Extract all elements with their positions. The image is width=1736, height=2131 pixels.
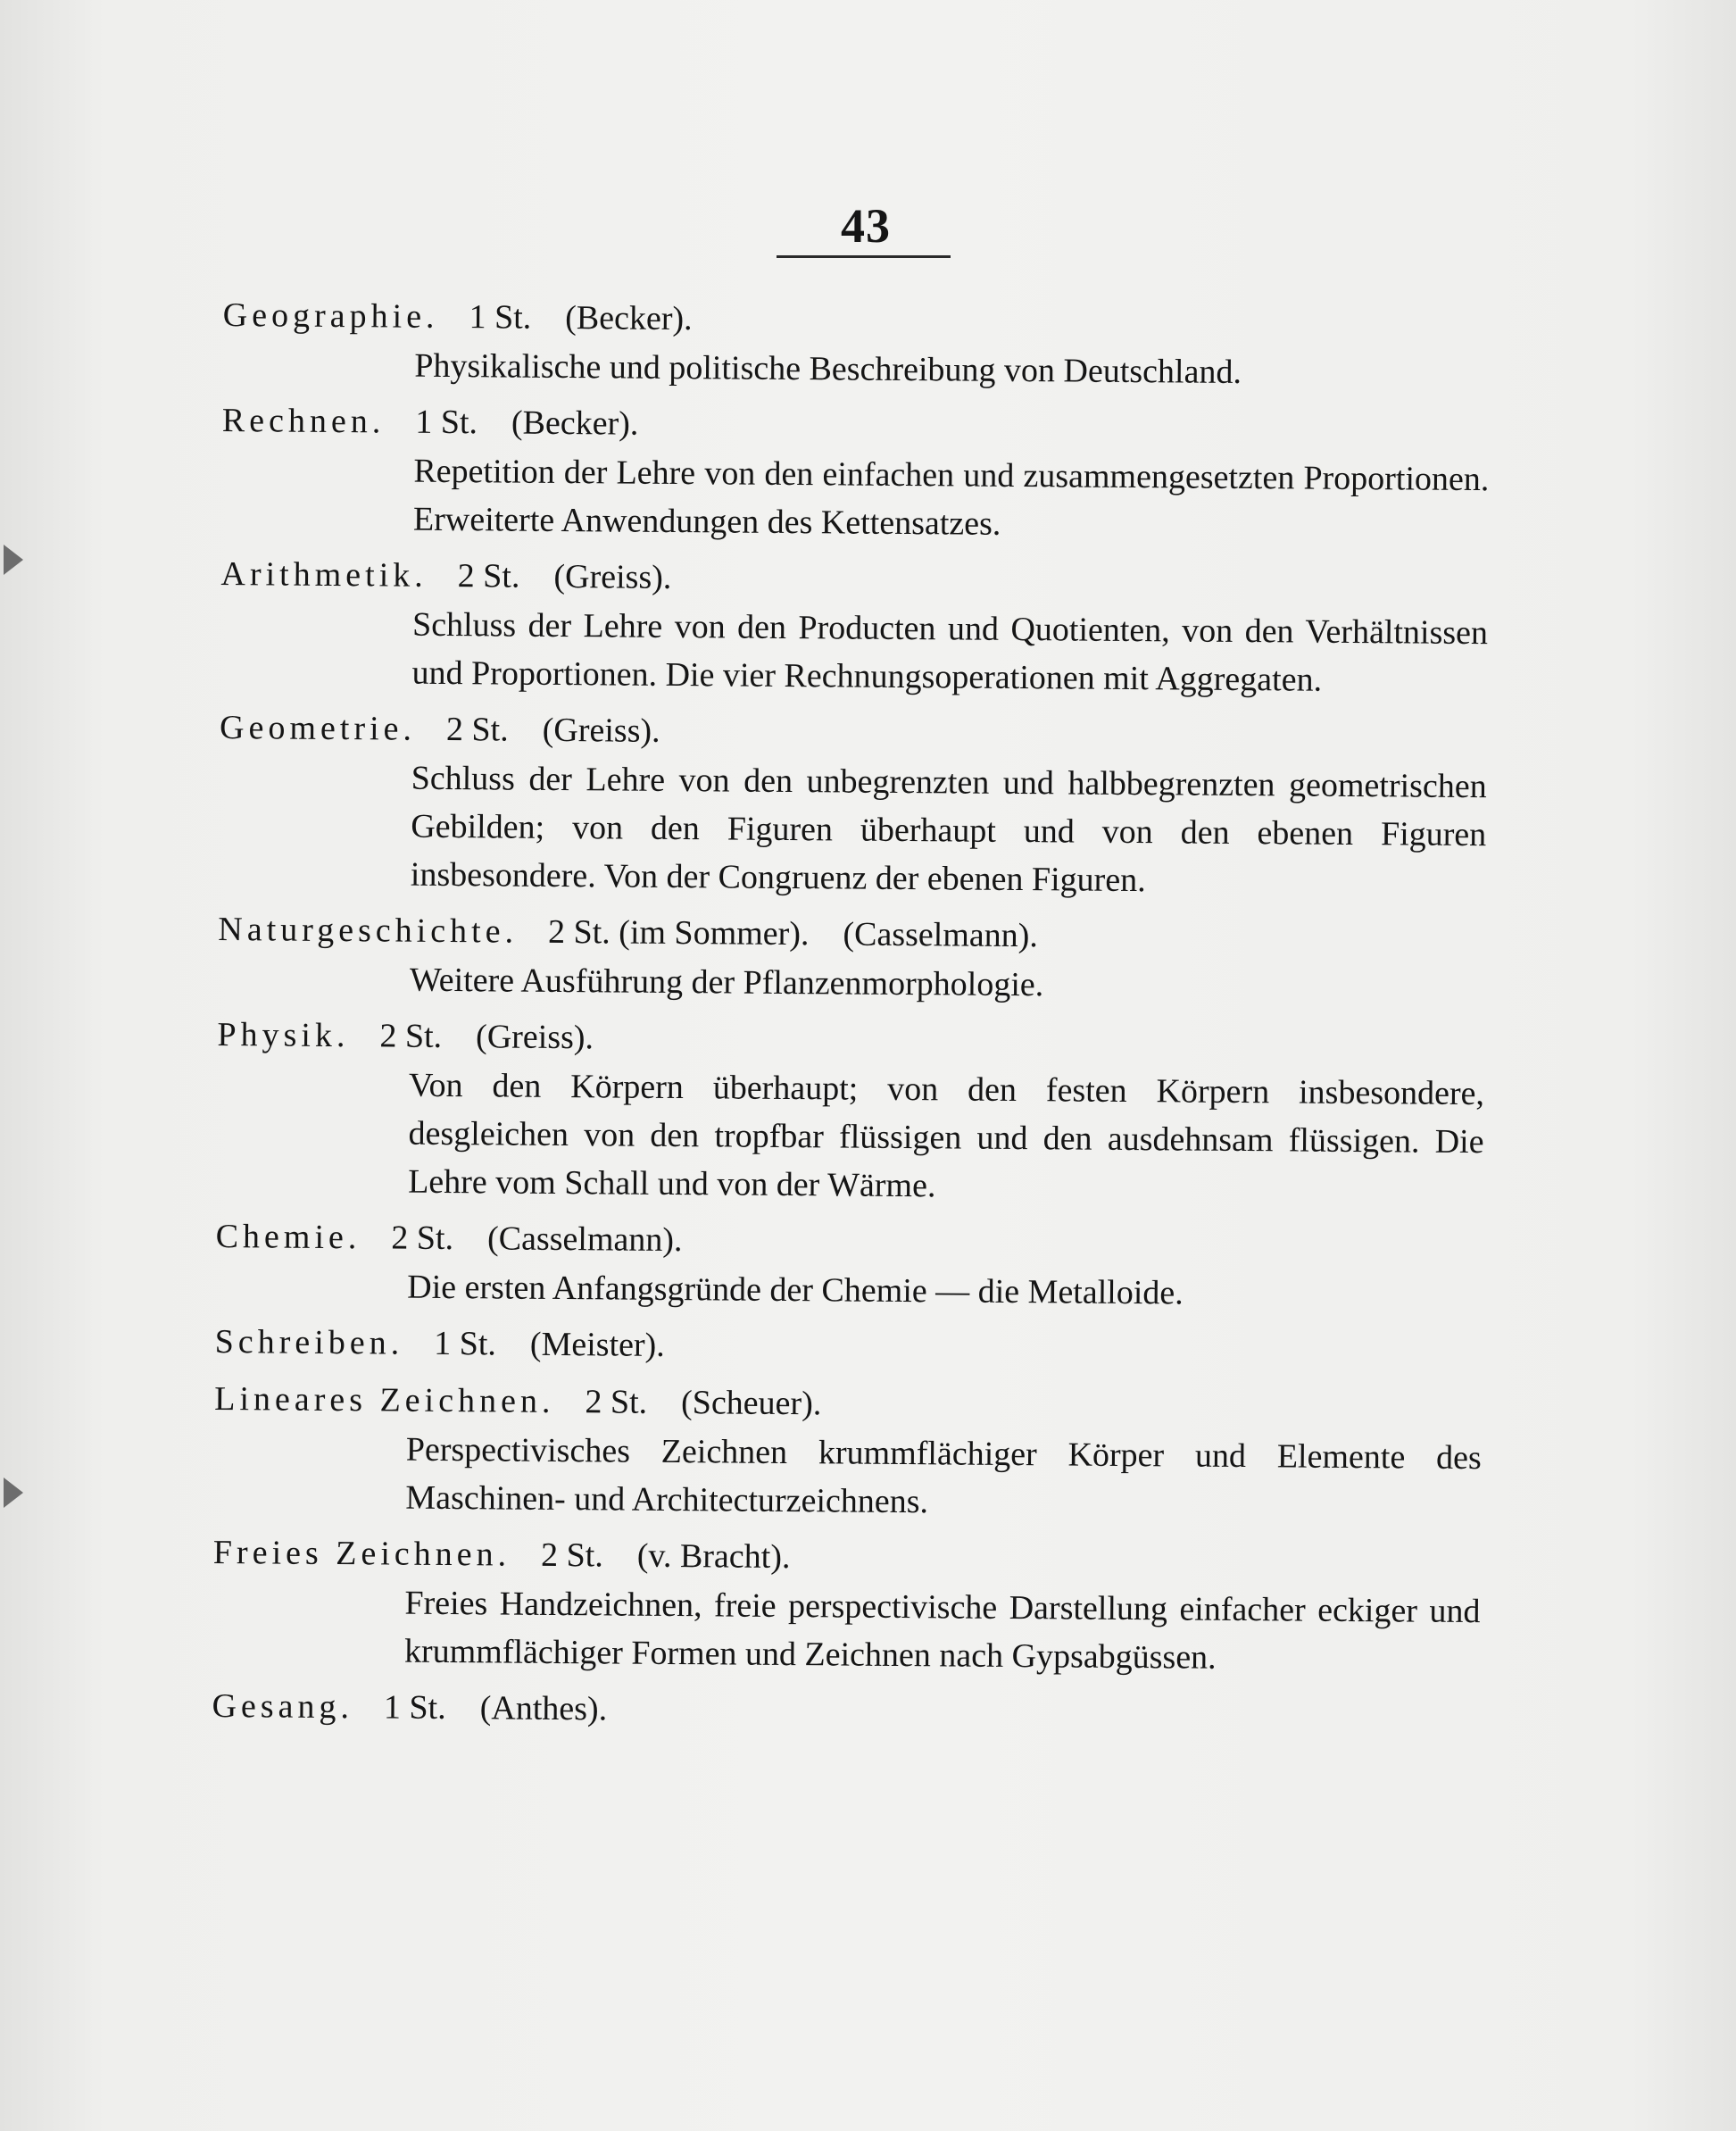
entry-physik — [216, 1010, 1485, 1214]
teacher: (Casselmann). — [486, 1219, 683, 1260]
subject-name: Freies Zeichnen. — [212, 1533, 511, 1574]
teacher: (Becker). — [511, 404, 639, 443]
teacher: (Greiss). — [553, 557, 672, 596]
entry-gesang — [212, 1681, 1479, 1741]
subject-name: Geographie. — [222, 296, 439, 336]
entry-description: Physikalische und politische Beschreibung von Deutschland. — [414, 346, 1242, 391]
entry-heading — [213, 1527, 1481, 1587]
subject-name: Arithmetik. — [220, 554, 428, 595]
curriculum-list — [212, 290, 1491, 1748]
entry-geographie — [222, 290, 1491, 398]
hours: 2 St. — [445, 710, 509, 749]
hours: 2 St. — [391, 1219, 454, 1258]
hours: 1 St. — [434, 1324, 497, 1363]
entry-description: Repetition der Lehre von den einfachen und zusammengesetzten Proportionen. Erweiterte Anwendungen des Kettensatzes. — [412, 452, 1490, 543]
entry-freies-zeichnen — [212, 1527, 1481, 1684]
subject-name: Lineares Zeichnen. — [214, 1379, 555, 1420]
hours: 1 St. — [383, 1688, 446, 1727]
entry-description: Freies Handzeichnen, freie perspectivische Darstellung einfacher eckiger und krummflächiger Formen und Zeichnen nach Gypsabgüssen. — [403, 1584, 1481, 1677]
entry-description: Schluss der Lehre von den Producten und Quotienten, von den Verhältnissen und Proportionen. Die vier Rechnungsoperationen mit Aggregaten. — [411, 605, 1489, 699]
entry-heading — [214, 1374, 1482, 1434]
entry-geometrie — [219, 703, 1488, 907]
subject-name: Gesang. — [212, 1686, 354, 1727]
page-edge-mark — [4, 1478, 23, 1508]
teacher: (Casselmann). — [843, 915, 1039, 955]
page-number: 43 — [841, 199, 891, 253]
entry-heading — [217, 1010, 1484, 1070]
subject-name: Rechnen. — [221, 401, 386, 441]
entry-heading — [222, 395, 1490, 455]
teacher: (Scheuer). — [680, 1384, 822, 1423]
entry-naturgeschichte — [218, 904, 1486, 1012]
entry-heading — [220, 703, 1487, 762]
entry-heading — [220, 549, 1488, 609]
subject-name: Naturgeschichte. — [218, 910, 519, 951]
entry-rechnen — [221, 395, 1490, 552]
subject-name: Physik. — [217, 1015, 350, 1055]
page-number-rule — [777, 255, 951, 258]
subject-name: Geometrie. — [219, 708, 417, 748]
entry-description: Von den Körpern überhaupt; von den festen Körpern insbesondere, desgleichen von den tropfbar flüssigen und den ausdehnsam flüssigen. Die Lehre vom Schall und von der Wärme. — [407, 1066, 1485, 1205]
subject-name: Chemie. — [215, 1217, 361, 1257]
entry-lineares-zeichnen — [213, 1374, 1482, 1530]
hours: 2 St. — [457, 557, 520, 595]
hours: 1 St. — [415, 403, 478, 442]
entry-heading — [215, 1317, 1483, 1377]
hours: 2 St. — [379, 1017, 443, 1055]
teacher: (v. Bracht). — [636, 1536, 791, 1577]
entry-chemie — [215, 1211, 1483, 1319]
teacher: (Meister). — [529, 1325, 665, 1364]
subject-name: Schreiben. — [214, 1322, 404, 1362]
entry-heading — [223, 290, 1491, 350]
entry-arithmetik — [220, 549, 1488, 705]
teacher: (Anthes). — [479, 1689, 608, 1728]
entry-description: Die ersten Anfangsgründe der Chemie — die Metalloide. — [407, 1268, 1184, 1312]
entry-description: Schluss der Lehre von den unbegrenzten und halbbegrenzten geometrischen Gebilden; von den Figuren überhaupt und von den ebenen Figuren insbesondere. Von der Congruenz der ebenen Figuren. — [410, 759, 1487, 900]
entry-description: Perspectivisches Zeichnen krummflächiger Körper und Elemente des Maschinen- und Architecturzeichnens. — [405, 1430, 1482, 1521]
page-edge-mark — [4, 545, 23, 575]
entry-schreiben — [215, 1317, 1483, 1377]
teacher: (Greiss). — [542, 711, 660, 750]
hours: 2 St. (im Sommer). — [547, 912, 810, 953]
teacher: (Greiss). — [475, 1018, 594, 1057]
hours: 2 St. — [540, 1536, 603, 1575]
entry-heading — [218, 904, 1485, 964]
entry-heading — [212, 1681, 1479, 1741]
teacher: (Becker). — [565, 299, 693, 338]
entry-heading — [215, 1211, 1483, 1271]
entry-description: Weitere Ausführung der Pflanzenmorphologie. — [409, 961, 1044, 1004]
hours: 2 St. — [585, 1383, 648, 1421]
hours: 1 St. — [469, 298, 532, 337]
